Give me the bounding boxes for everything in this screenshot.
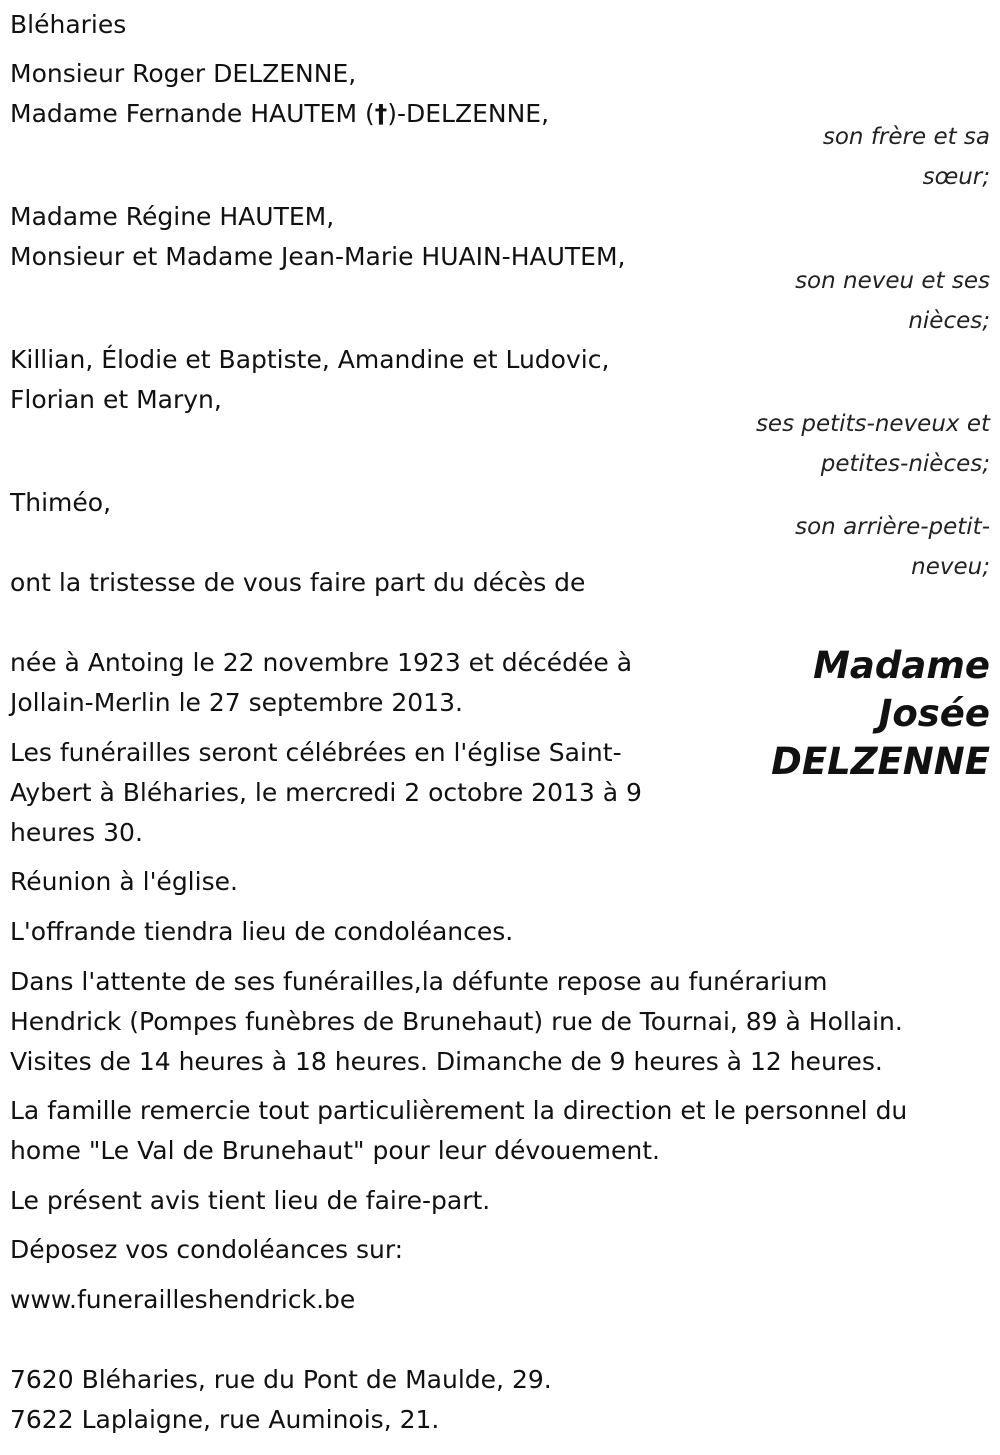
announcement: ont la tristesse de vous faire part du décès de [10, 568, 586, 597]
family-greatgrandnephew-line1: Thiméo, [10, 488, 112, 517]
relation-greatgrandnephew-2: neveu; [911, 554, 990, 580]
rest-line3: Visites de 14 heures à 18 heures. Dimanche de 9 heures à 12 heures. [10, 1047, 883, 1076]
siblings-line2-post: )-DELZENNE, [387, 99, 550, 128]
siblings-line2-pre: Madame Fernande HAUTEM ( [10, 99, 375, 128]
relation-siblings-2: sœur; [922, 164, 990, 190]
relation-grandnephews-1: ses petits-neveux et [755, 411, 990, 437]
place-heading: Bléharies [10, 10, 127, 39]
meeting-line: Réunion à l'église. [10, 867, 238, 896]
offering-line: L'offrande tiendra lieu de condoléances. [10, 917, 514, 946]
deceased-firstname: Josée [878, 692, 990, 735]
funeral-line3: heures 30. [10, 818, 143, 847]
address-line2: 7622 Laplaigne, rue Auminois, 21. [10, 1405, 440, 1434]
notice-line: Le présent avis tient lieu de faire-part. [10, 1186, 491, 1215]
deceased-name [771, 642, 990, 786]
deceased-surname: DELZENNE [771, 740, 990, 783]
family-siblings-line1: Monsieur Roger DELZENNE, [10, 59, 357, 88]
funeral-line2: Aybert à Bléharies, le mercredi 2 octobre 2013 à 9 [10, 778, 642, 807]
family-grandnephews-line1: Killian, Élodie et Baptiste, Amandine et Ludovic, [10, 345, 610, 374]
thanks-line2: home "Le Val de Brunehaut" pour leur dévouement. [10, 1136, 660, 1165]
relation-nephews-2: nièces; [908, 308, 990, 334]
birth-line2: Jollain-Merlin le 27 septembre 2013. [10, 688, 463, 717]
rest-line1: Dans l'attente de ses funérailles,la défunte repose au funérarium [10, 967, 828, 996]
birth-line1: née à Antoing le 22 novembre 1923 et décédée à [10, 648, 633, 677]
relation-grandnephews-2: petites-nièces; [820, 451, 990, 477]
funeral-line1: Les funérailles seront célébrées en l'église Saint- [10, 738, 622, 767]
condolences-line: Déposez vos condoléances sur: [10, 1235, 404, 1264]
family-grandnephews-line2: Florian et Maryn, [10, 385, 222, 414]
family-nephews-line1: Madame Régine HAUTEM, [10, 202, 335, 231]
website-link[interactable]: www.funerailleshendrick.be [10, 1285, 356, 1314]
family-nephews-line2: Monsieur et Madame Jean-Marie HUAIN-HAUTEM, [10, 242, 626, 271]
deceased-title: Madame [813, 644, 990, 687]
thanks-line1: La famille remercie tout particulièrement la direction et le personnel du [10, 1096, 908, 1125]
cross-icon: † [374, 99, 388, 128]
relation-nephews-1: son neveu et ses [795, 268, 990, 294]
rest-line2: Hendrick (Pompes funèbres de Brunehaut) rue de Tournai, 89 à Hollain. [10, 1007, 903, 1036]
relation-siblings-1: son frère et sa [822, 124, 990, 150]
address-line1: 7620 Bléharies, rue du Pont de Maulde, 29. [10, 1365, 552, 1394]
relation-greatgrandnephew-1: son arrière-petit- [795, 514, 990, 540]
family-siblings-line2 [10, 94, 549, 134]
